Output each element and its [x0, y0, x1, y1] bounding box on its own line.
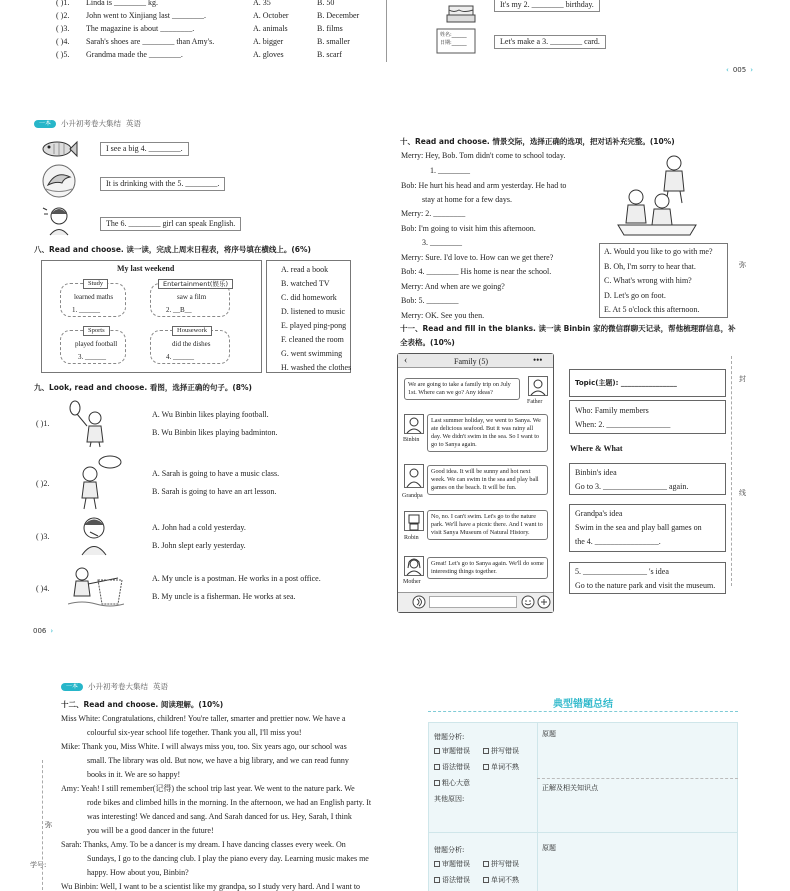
brand-logo: 一本: [61, 683, 83, 691]
passage-line: Sarah: Thanks, Amy. To be a dancer is my dream. I have dancing classes every week. On: [61, 840, 346, 849]
robin-avatar-icon: [404, 511, 424, 531]
q2-num: ( )2.: [56, 11, 70, 20]
cb-grammar-1[interactable]: 语法错误: [434, 762, 470, 772]
other-reason-1: 其他原因:: [434, 795, 465, 803]
birthday-box: It's my 2. ________ birthday.: [494, 0, 600, 12]
err-block-divider: [428, 832, 738, 833]
q3-text: The magazine is about ________.: [86, 24, 195, 33]
when-text[interactable]: When: 2. ________________: [575, 420, 671, 429]
s9-q3-num[interactable]: ( )3.: [36, 532, 50, 541]
blank-2[interactable]: 2. __B__: [166, 306, 192, 314]
s10-opt-c: C. What's wrong with him?: [604, 276, 692, 285]
cb-spell-1[interactable]: 拼写错误: [483, 746, 519, 756]
robin-idea-text: Go to the nature park and visit the museum.: [575, 581, 716, 590]
tag-entertainment: Entertainment(娱乐): [158, 279, 233, 289]
brand-header: [34, 118, 141, 129]
binding-line-bottom: [42, 760, 43, 890]
dialog-line-8: Merry: Sure. I'd love to. How can we get there?: [401, 253, 554, 262]
s9-q3-b: B. John slept early yesterday.: [152, 541, 246, 550]
dialog-line-3: Bob: He hurt his head and arm yesterday. He had to: [401, 181, 567, 190]
study-text: learned maths: [74, 293, 114, 301]
emoji-icon[interactable]: [521, 595, 535, 609]
q5-text: Grandma made the ________.: [86, 50, 183, 59]
cake-icon: [446, 0, 476, 24]
q2-a: A. October: [253, 11, 289, 20]
dialog-line-11[interactable]: Bob: 5. ________: [401, 296, 459, 305]
blank-3[interactable]: 3. ______: [78, 353, 106, 361]
section9-title: 九、Look, read and choose. 看图，选择正确的句子。(8%): [34, 383, 252, 392]
side-mark-1: 弥: [739, 261, 746, 269]
cb-audit-1[interactable]: 审题错误: [434, 746, 470, 756]
brand-header-bottom: [61, 681, 168, 692]
robin-idea-title[interactable]: 5. ________________ 's idea: [575, 567, 669, 576]
q5-num: ( )5.: [56, 50, 70, 59]
s9-q1-num[interactable]: ( )1.: [36, 419, 50, 428]
s9-q4-b: B. My uncle is a fisherman. He works at sea.: [152, 592, 296, 601]
pic6-box: The 6. ________ girl can speak English.: [100, 217, 241, 231]
film-text: saw a film: [177, 293, 207, 301]
binbin-idea-title: Binbin's idea: [575, 468, 617, 477]
section11-title-2: 全表格。(10%): [400, 338, 455, 347]
weekend-title: My last weekend: [117, 264, 175, 273]
grandpa-idea-blank[interactable]: the 4. ________________.: [575, 537, 661, 546]
q5-b: B. scarf: [317, 50, 342, 59]
err-summary-title: 典型错题总结: [553, 699, 613, 710]
opt-d: D. listened to music: [281, 307, 345, 316]
q1-b: B. 50: [317, 0, 335, 7]
opt-g: G. went swimming: [281, 349, 343, 358]
side-mark-2: 封: [739, 375, 746, 383]
pic5-box: It is drinking with the 5. ________.: [100, 177, 225, 191]
topic-text[interactable]: Topic(主题): ________________: [575, 379, 677, 387]
opt-c: C. did homework: [281, 293, 337, 302]
s9-q3-a: A. John had a cold yesterday.: [152, 523, 246, 532]
add-icon[interactable]: [537, 595, 551, 609]
s9-q4-num[interactable]: ( )4.: [36, 584, 50, 593]
msg-mother: Great! Let's go to Sanya again. We'll do some interesting things together.: [427, 557, 548, 579]
s9-q2-b: B. Sarah is going to have an art lesson.: [152, 487, 277, 496]
mother-label: Mother: [403, 579, 421, 585]
badminton-boy-icon: [65, 398, 115, 448]
q1-text: Linda is ________ kg.: [86, 0, 158, 7]
section12-title: 十二、Read and choose. 阅读理解。(10%): [61, 700, 224, 709]
section10-title: 十、Read and choose. 情景交际，选择正确的选项，把对话补充完整。(10%): [400, 137, 675, 146]
q1-a: A. 35: [253, 0, 271, 7]
opt-f: F. cleaned the room: [281, 335, 344, 344]
dialog-line-6: Bob: I'm going to visit him this afternoon.: [401, 224, 536, 233]
student-id-label: 学号:: [30, 861, 47, 869]
brand-name: 小升初考卷大集结: [88, 682, 148, 691]
opt-a: A. read a book: [281, 265, 329, 274]
voice-icon[interactable]: [412, 595, 426, 609]
fisherman-icon: [68, 566, 124, 610]
tag-housework: Housework: [172, 326, 212, 336]
s9-q4-a: A. My uncle is a postman. He works in a post office.: [152, 574, 321, 583]
q4-b: B. smaller: [317, 37, 350, 46]
binding-line: [731, 356, 732, 586]
s10-opt-a: A. Would you like to go with me?: [604, 247, 713, 256]
q4-num: ( )4.: [56, 37, 70, 46]
err-col-divider: [537, 722, 538, 891]
page-divider: [386, 0, 387, 62]
fish-icon: [40, 138, 78, 160]
passage-line: Amy: Yeah! I still remember(记得) the school trip last year. We went to the nature park. We: [61, 784, 355, 793]
next-arrow-icon: ›: [50, 627, 54, 635]
page-number-006: 006 ›: [33, 627, 54, 635]
pic4-box: I see a big 4. ________.: [100, 142, 189, 156]
page-number-005: ‹ 005 ›: [726, 66, 753, 74]
brand-name: 小升初考卷大集结: [61, 119, 121, 128]
side-mark-bottom: 弥: [45, 821, 52, 829]
opt-e: E. played ping-pong: [281, 321, 347, 330]
q3-num: ( )3.: [56, 24, 70, 33]
orig-label-2: 原题: [542, 844, 556, 852]
section8-title: 八、Read and choose. 读一读，完成上周末日程表，将序号填在横线上。(6%): [34, 245, 311, 254]
grandpa-idea-title: Grandpa's idea: [575, 509, 623, 518]
dialog-blank-3[interactable]: 3. ________: [422, 238, 462, 247]
next-arrow-icon: ›: [750, 66, 753, 74]
cb-grammar-2[interactable]: 语法错误: [434, 875, 470, 885]
boy-cold-icon: [76, 516, 116, 556]
s9-q2-num[interactable]: ( )2.: [36, 479, 50, 488]
passage-line: rode bikes and climbed hills in the morning. In the afternoon, we had an English party. It: [87, 798, 372, 807]
q5-a: A. gloves: [253, 50, 284, 59]
cb-audit-2[interactable]: 审题错误: [434, 859, 470, 869]
msg-binbin: Last summer holiday, we went to Sanya. We ate delicious seafood. But it was rainy all day. We didn't swim in the sea. So I want to go to Sanya again.: [427, 414, 548, 452]
binbin-idea-text[interactable]: Go to 3. ________________ again.: [575, 482, 689, 491]
robin-label: Robin: [404, 535, 419, 541]
dialog-line-12: Merry: OK. See you then.: [401, 311, 485, 320]
father-label: Father: [527, 399, 543, 405]
orig-label-1: 原题: [542, 730, 556, 738]
brand-subject: 英语: [153, 682, 168, 691]
s9-q2-a: A. Sarah is going to have a music class.: [152, 469, 280, 478]
s9-q1-b: B. Wu Binbin likes playing badminton.: [152, 428, 278, 437]
who-text: Who: Family members: [575, 406, 649, 415]
grandpa-idea-text: Swim in the sea and play ball games on: [575, 523, 702, 532]
err-label-2: 错题分析:: [434, 846, 465, 854]
q3-a: A. animals: [253, 24, 288, 33]
passage-line: was interesting! We danced and sang. And Sarah danced for us. Hey, Sarah, I think: [87, 812, 352, 821]
s9-q1-a: A. Wu Binbin likes playing football.: [152, 410, 269, 419]
q2-text: John went to Xinjiang last ________.: [86, 11, 206, 20]
brand-logo: 一本: [34, 120, 56, 128]
dialog-blank-1[interactable]: 1. ________: [430, 166, 470, 175]
opt-b: B. watched TV: [281, 279, 330, 288]
msg-robin: No, no. I can't swim. Let's go to the nature park. We'll have a picnic there. And I want to visit Sanya Museum of Natural History.: [427, 510, 548, 540]
dishes-text: did the dishes: [172, 340, 211, 348]
err-label-1: 错题分析:: [434, 733, 465, 741]
back-arrow-icon[interactable]: ‹: [404, 355, 408, 366]
q1-num: ( )1.: [56, 0, 70, 7]
blank-4[interactable]: 4. ______: [166, 353, 194, 361]
football-text: played football: [75, 340, 118, 348]
father-avatar-icon: [528, 376, 548, 396]
s10-opt-d: D. Let's go on foot.: [604, 291, 666, 300]
message-input[interactable]: [429, 596, 517, 608]
passage-line: Wu Binbin: Well, I want to be a scientist like my grandpa, so I study very hard. And I want to: [61, 882, 361, 891]
passage-line: colourful six-year school life together. Thank you all, I'll miss you!: [87, 728, 302, 737]
side-mark-3: 线: [739, 489, 746, 497]
dialog-line-5[interactable]: Merry: 2. ________: [401, 209, 466, 218]
passage-line: Miss White: Congratulations, children! You're taller, smarter and prettier now. We have a: [61, 714, 346, 723]
passage-line: happy. How about you, Binbin?: [87, 868, 189, 877]
passage-line: small. The library was old. But now, we have a big library, and we can read funny: [87, 756, 349, 765]
card-line-name: 姓名:______: [440, 32, 467, 38]
more-menu-icon[interactable]: •••: [533, 355, 543, 365]
q4-a: A. bigger: [253, 37, 284, 46]
passage-line: Sundays, I go to the dancing club. I play the piano every day. Learning music makes me: [87, 854, 369, 863]
passage-line: you will be a good dancer in the future!: [87, 826, 214, 835]
q2-b: B. December: [317, 11, 360, 20]
cb-word-1[interactable]: 单词不熟: [483, 762, 519, 772]
s10-opt-e: E. At 5 o'clock this afternoon.: [604, 305, 700, 314]
dialog-line-4: stay at home for a few days.: [422, 195, 512, 204]
blank-1[interactable]: 1. ______: [72, 306, 100, 314]
dialog-line-10: Merry: And when are we going?: [401, 282, 505, 291]
q3-b: B. films: [317, 24, 343, 33]
chat-title: Family (5): [454, 357, 488, 366]
fix-label-1: 正解及相关知识点: [542, 784, 598, 792]
card-box: Let's make a 3. ________ card.: [494, 35, 606, 49]
q4-text: Sarah's shoes are ________ than Amy's.: [86, 37, 215, 46]
prev-arrow-icon: ‹: [726, 66, 729, 74]
grandpa-avatar-icon: [404, 464, 424, 488]
msg-father: We are going to take a family trip on July 1st. Where can we go? Any ideas?: [404, 378, 520, 400]
opt-h: H. washed the clothes: [281, 363, 352, 372]
girl-speaking-icon: [42, 204, 76, 236]
dialog-line-9[interactable]: Bob: 4. ________ His home is near the school.: [401, 267, 552, 276]
cb-spell-2[interactable]: 拼写错误: [483, 859, 519, 869]
passage-line: Mike: Thank you, Miss White. I will always miss you, too. Six years ago, our school was: [61, 742, 347, 751]
kids-visit-icon: [616, 153, 698, 239]
binbin-avatar-icon: [404, 414, 424, 434]
msg-grandpa: Good idea. It will be sunny and hot next week. We can swim in the sea and play ball games on the beach. It will be fun.: [427, 465, 548, 495]
card-line-date: 日期:______: [440, 40, 467, 46]
s10-opt-b: B. Oh, I'm sorry to hear that.: [604, 262, 696, 271]
binbin-label: Binbin: [403, 437, 420, 443]
girl-thinking-icon: [72, 454, 122, 510]
cb-careless-1[interactable]: 粗心大意: [434, 778, 470, 788]
tag-study: Study: [83, 279, 108, 289]
dolphin-icon: [42, 164, 76, 198]
brand-subject: 英语: [126, 119, 141, 128]
tag-sports: Sports: [83, 326, 110, 336]
passage-line: books in it. We are so happy!: [87, 770, 181, 779]
err-table: [428, 722, 738, 891]
cb-word-2[interactable]: 单词不熟: [483, 875, 519, 885]
where-what-label: Where & What: [570, 444, 623, 453]
grandpa-label: Grandpa: [402, 493, 423, 499]
mother-avatar-icon: [404, 556, 424, 576]
err-row-divider: [537, 778, 738, 779]
dialog-line-1: Merry: Hey, Bob. Tom didn't come to school today.: [401, 151, 566, 160]
section11-title: 十一、Read and fill in the blanks. 读一读 Binbin 家的微信群聊天记录，帮他梳理群信息，补: [400, 324, 736, 333]
